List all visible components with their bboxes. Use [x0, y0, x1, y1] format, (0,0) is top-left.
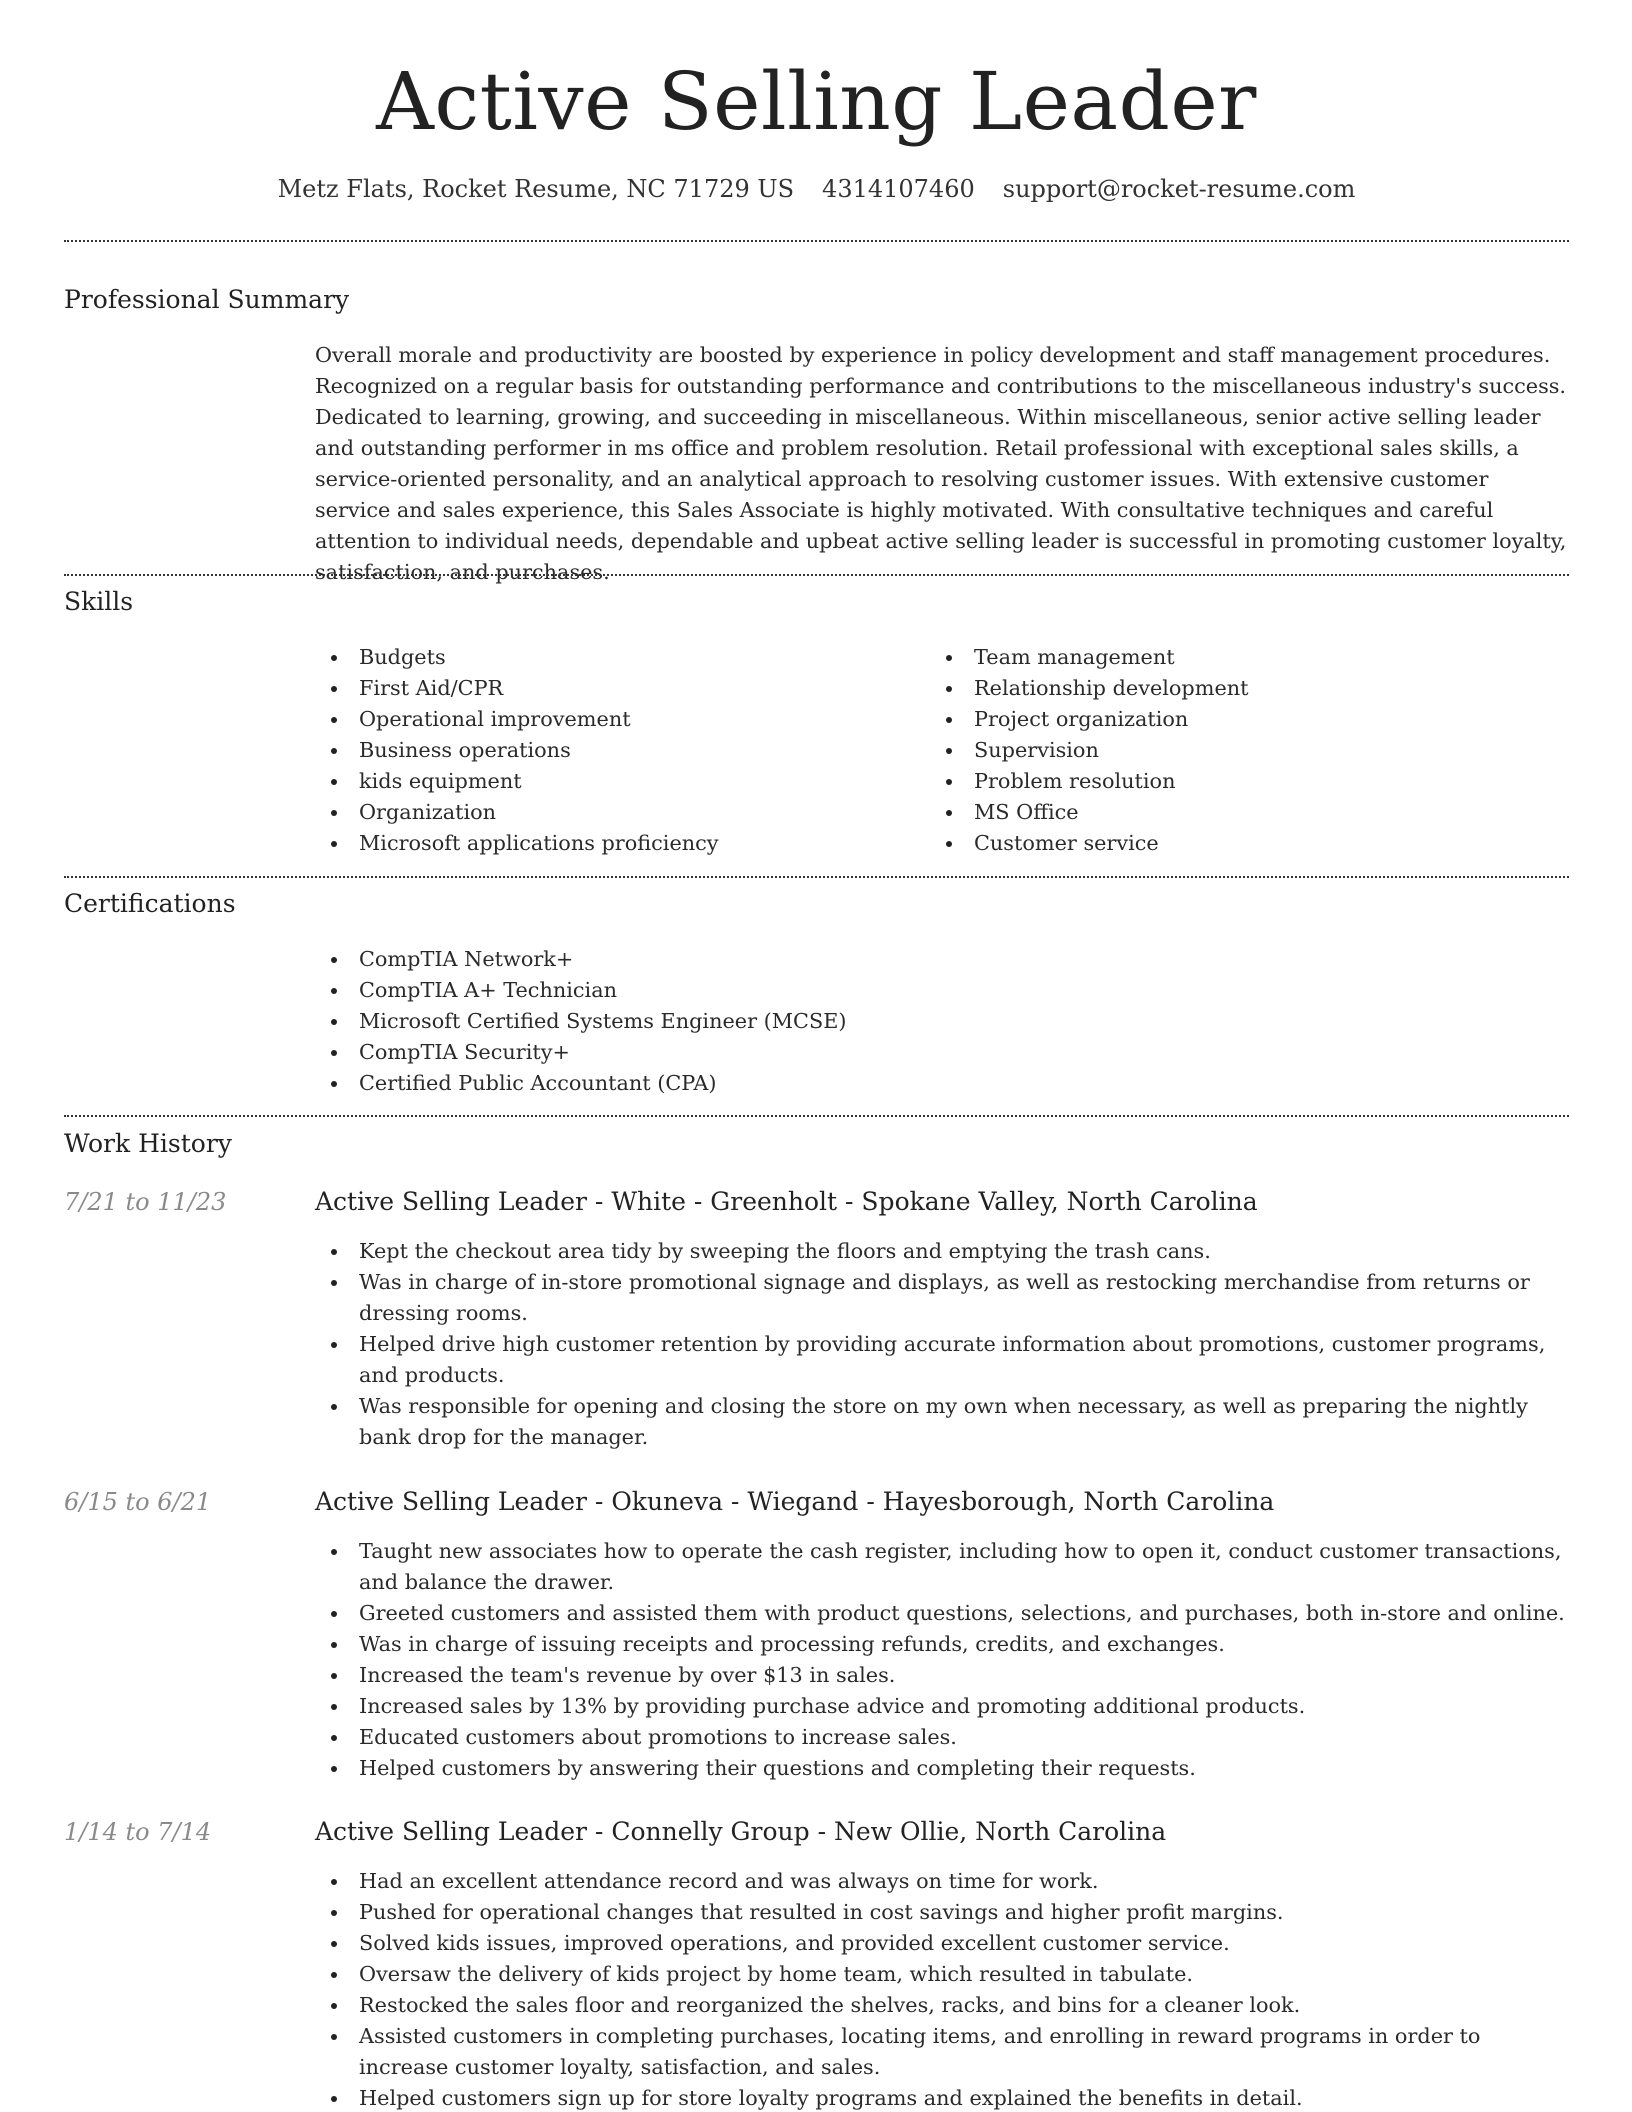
candidate-name: Active Selling Leader [376, 55, 1257, 148]
divider [64, 240, 1569, 242]
skill-item: Problem resolution [930, 766, 1249, 797]
job-bullet: Oversaw the delivery of kids project by home team, which resulted in tabulate. [315, 1959, 1569, 1990]
job-bullets [315, 1236, 1569, 1453]
job-bullet: Was responsible for opening and closing the store on my own when necessary, as well as preparing the nightly bank drop for the manager. [315, 1391, 1569, 1453]
divider [64, 574, 1569, 576]
address: Metz Flats, Rocket Resume, NC 71729 US [277, 175, 795, 203]
job-bullet: Greeted customers and assisted them with product questions, selections, and purchases, both in-store and online. [315, 1598, 1569, 1629]
job-title: Active Selling Leader - Connelly Group - New Ollie, North Carolina [315, 1817, 1167, 1846]
job-bullet: Increased the team's revenue by over $13 in sales. [315, 1660, 1569, 1691]
job-title: Active Selling Leader - White - Greenholt - Spokane Valley, North Carolina [315, 1187, 1258, 1216]
certification-item: CompTIA A+ Technician [315, 975, 1569, 1006]
summary-heading: Professional Summary [64, 285, 350, 314]
job-bullet: Solved kids issues, improved operations, and provided excellent customer service. [315, 1928, 1569, 1959]
job-bullets [315, 1866, 1569, 2112]
job-title: Active Selling Leader - Okuneva - Wiegand - Hayesborough, North Carolina [315, 1487, 1275, 1516]
email-link[interactable]: support@rocket-resume.com [1002, 175, 1356, 203]
job-bullet: Had an excellent attendance record and was always on time for work. [315, 1866, 1569, 1897]
certifications-heading: Certifications [64, 889, 236, 918]
job-bullet: Restocked the sales floor and reorganized the shelves, racks, and bins for a cleaner look. [315, 1990, 1569, 2021]
skill-item: First Aid/CPR [315, 673, 719, 704]
skill-item: Project organization [930, 704, 1249, 735]
job-bullets-wrap [315, 1236, 1569, 1453]
skill-item: Microsoft applications proficiency [315, 828, 719, 859]
certification-item: Certified Public Accountant (CPA) [315, 1068, 1569, 1099]
certifications-list-wrap [315, 944, 1569, 1099]
job-bullet: Increased sales by 13% by providing purchase advice and promoting additional products. [315, 1691, 1569, 1722]
skill-item: Supervision [930, 735, 1249, 766]
skills-heading: Skills [64, 587, 134, 616]
skill-item: kids equipment [315, 766, 719, 797]
summary-text: Overall morale and productivity are boosted by experience in policy development and staff management procedures. Recognized on a regular basis for outstanding performance and contributions to the miscellaneous industry's success. Dedicated to learning, growing, and succeeding in miscellaneous. Within miscellaneous, senior active selling leader and outstanding performer in ms office and problem resolution. Retail professional with exceptional sales skills, a service-oriented personality, and an analytical approach to resolving customer issues. With extensive customer service and sales experience, this Sales Associate is highly motivated. With consultative techniques and careful attention to individual needs, dependable and upbeat active selling leader is successful in promoting customer loyalty, satisfaction, and purchases. [315, 343, 1567, 584]
certifications-list [315, 944, 1569, 1099]
job-bullets [315, 1536, 1569, 1784]
certification-item: CompTIA Network+ [315, 944, 1569, 975]
job-bullet: Pushed for operational changes that resulted in cost savings and higher profit margins. [315, 1897, 1569, 1928]
job-bullet: Was in charge of in-store promotional signage and displays, as well as restocking merchandise from returns or dressing rooms. [315, 1267, 1569, 1329]
skill-item: Budgets [315, 642, 719, 673]
job-bullet: Educated customers about promotions to increase sales. [315, 1722, 1569, 1753]
skill-item: Team management [930, 642, 1249, 673]
job-bullet: Assisted customers in completing purchases, locating items, and enrolling in reward programs in order to increase customer loyalty, satisfaction, and sales. [315, 2021, 1569, 2083]
work-history-heading: Work History [64, 1129, 232, 1158]
phone: 4314107460 [822, 175, 975, 203]
certification-item: Microsoft Certified Systems Engineer (MCSE) [315, 1006, 1569, 1037]
job-bullets-wrap [315, 1536, 1569, 1784]
job-dates: 7/21 to 11/23 [64, 1188, 227, 1216]
skills-column-left [315, 642, 719, 859]
skill-item: Organization [315, 797, 719, 828]
job-dates: 1/14 to 7/14 [64, 1818, 212, 1846]
job-bullet: Helped customers by answering their questions and completing their requests. [315, 1753, 1569, 1784]
skills-list [315, 642, 1569, 862]
job-bullet: Helped drive high customer retention by providing accurate information about promotions, customer programs, and products. [315, 1329, 1569, 1391]
skill-item: MS Office [930, 797, 1249, 828]
skill-item: Customer service [930, 828, 1249, 859]
job-bullet: Helped customers sign up for store loyalty programs and explained the benefits in detail. [315, 2083, 1569, 2112]
contact-line [64, 172, 1569, 206]
job-bullet: Kept the checkout area tidy by sweeping the floors and emptying the trash cans. [315, 1236, 1569, 1267]
skills-column-right [930, 642, 1249, 859]
job-dates: 6/15 to 6/21 [64, 1488, 212, 1516]
job-bullet: Was in charge of issuing receipts and processing refunds, credits, and exchanges. [315, 1629, 1569, 1660]
certification-item: CompTIA Security+ [315, 1037, 1569, 1068]
divider [64, 876, 1569, 878]
skill-item: Operational improvement [315, 704, 719, 735]
job-bullets-wrap [315, 1866, 1569, 2112]
skill-item: Business operations [315, 735, 719, 766]
divider [64, 1115, 1569, 1117]
job-bullet: Taught new associates how to operate the cash register, including how to open it, conduct customer transactions, and balance the drawer. [315, 1536, 1569, 1598]
skill-item: Relationship development [930, 673, 1249, 704]
